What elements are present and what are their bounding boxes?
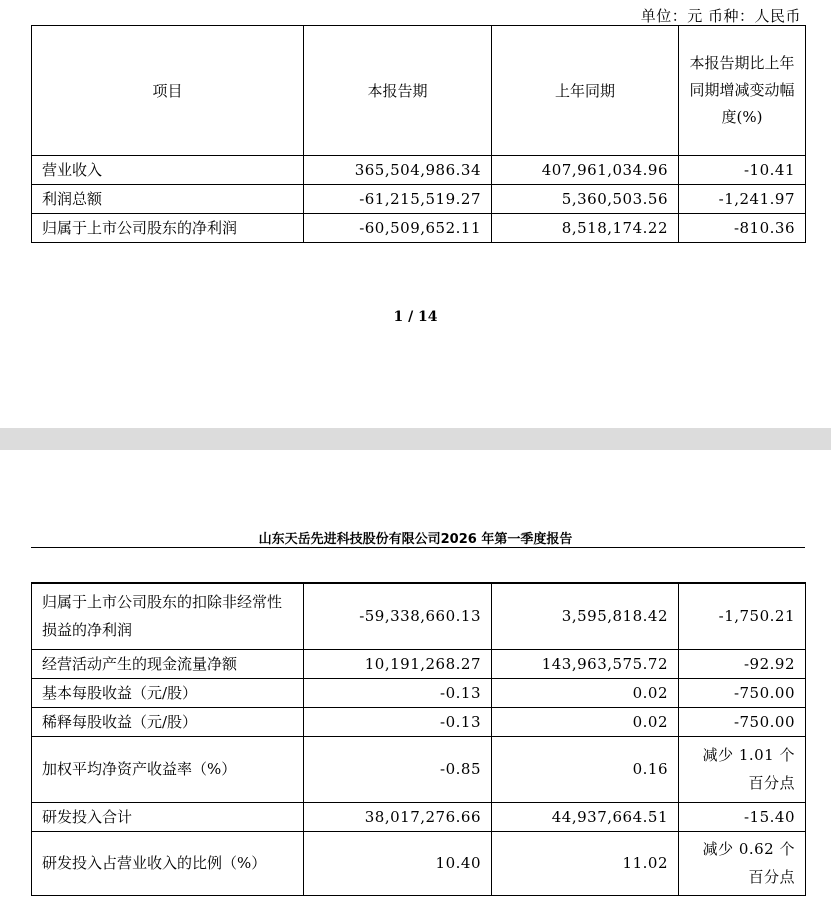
page-number: 1 / 14: [393, 309, 438, 325]
table-row: [32, 214, 806, 243]
row-label: 营业收入: [32, 156, 304, 185]
header-item: 项目: [32, 26, 304, 156]
row-label: 基本每股收益（元/股）: [32, 678, 304, 707]
cell-current: 10,191,268.27: [304, 649, 492, 678]
table-row: [32, 583, 806, 649]
header-current-period: 本报告期: [304, 26, 492, 156]
table-row: [32, 649, 806, 678]
cell-current: 365,504,986.34: [304, 156, 492, 185]
financial-table-top: [31, 25, 806, 243]
title-underline: [31, 547, 805, 548]
table-row: [32, 678, 806, 707]
cell-prior: 0.02: [492, 678, 679, 707]
row-label: 归属于上市公司股东的净利润: [32, 214, 304, 243]
table-row: [32, 185, 806, 214]
cell-change: -1,750.21: [679, 583, 806, 649]
header-change-pct: 本报告期比上年同期增减变动幅度(%): [679, 26, 806, 156]
cell-prior: 0.16: [492, 736, 679, 802]
report-title: 山东天岳先进科技股份有限公司2026 年第一季度报告: [258, 532, 573, 547]
cell-current: -0.13: [304, 707, 492, 736]
cell-prior: 407,961,034.96: [492, 156, 679, 185]
cell-prior: 8,518,174.22: [492, 214, 679, 243]
cell-prior: 3,595,818.42: [492, 583, 679, 649]
table-row: [32, 736, 806, 802]
cell-current: -0.85: [304, 736, 492, 802]
cell-current: -61,215,519.27: [304, 185, 492, 214]
header-prior-period: 上年同期: [492, 26, 679, 156]
cell-change: -92.92: [679, 649, 806, 678]
cell-change: -1,241.97: [679, 185, 806, 214]
table-row: [32, 831, 806, 895]
row-label: 加权平均净资产收益率（%）: [32, 736, 304, 802]
cell-current: 38,017,276.66: [304, 802, 492, 831]
financial-table-continued: [31, 582, 806, 896]
cell-change: -15.40: [679, 802, 806, 831]
cell-prior: 5,360,503.56: [492, 185, 679, 214]
cell-prior: 0.02: [492, 707, 679, 736]
cell-change: 减少 0.62 个百分点: [679, 831, 806, 895]
row-label: 归属于上市公司股东的扣除非经常性损益的净利润: [32, 583, 304, 649]
table-row: [32, 707, 806, 736]
row-label: 研发投入合计: [32, 802, 304, 831]
cell-current: 10.40: [304, 831, 492, 895]
cell-prior: 143,963,575.72: [492, 649, 679, 678]
row-label: 研发投入占营业收入的比例（%）: [32, 831, 304, 895]
cell-change: -750.00: [679, 678, 806, 707]
cell-prior: 44,937,664.51: [492, 802, 679, 831]
table-row: [32, 802, 806, 831]
cell-change: 减少 1.01 个百分点: [679, 736, 806, 802]
cell-prior: 11.02: [492, 831, 679, 895]
cell-current: -59,338,660.13: [304, 583, 492, 649]
row-label: 经营活动产生的现金流量净额: [32, 649, 304, 678]
cell-current: -60,509,652.11: [304, 214, 492, 243]
cell-current: -0.13: [304, 678, 492, 707]
page-divider: [0, 428, 831, 450]
row-label: 稀释每股收益（元/股）: [32, 707, 304, 736]
unit-currency-note: 单位：元 币种：人民币: [640, 7, 801, 25]
table-row: [32, 156, 806, 185]
cell-change: -10.41: [679, 156, 806, 185]
row-label: 利润总额: [32, 185, 304, 214]
cell-change: -810.36: [679, 214, 806, 243]
cell-change: -750.00: [679, 707, 806, 736]
table-header-row: [32, 26, 806, 156]
